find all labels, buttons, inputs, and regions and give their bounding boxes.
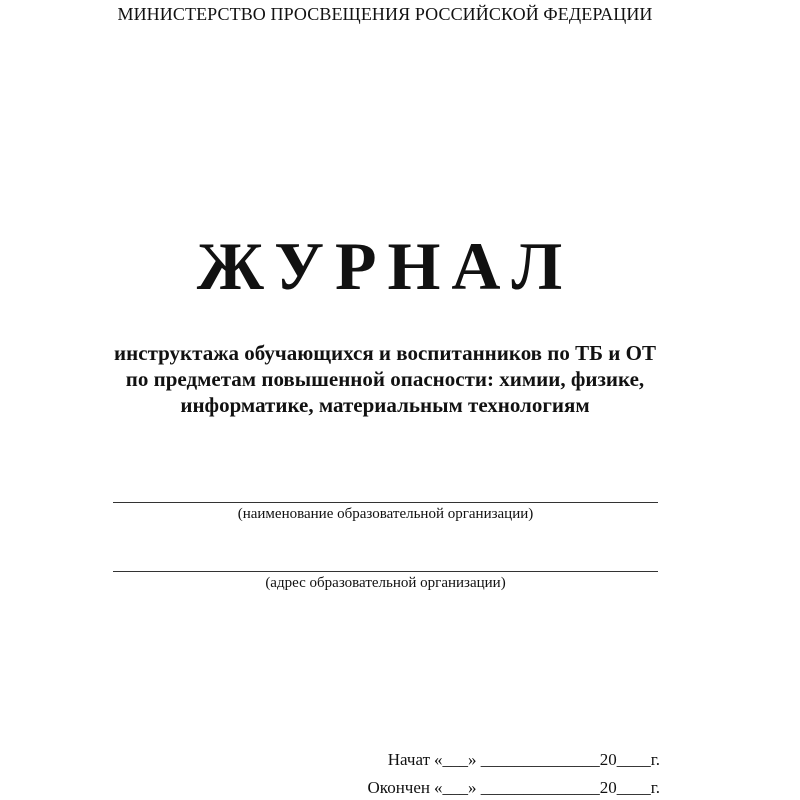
ministry-header: МИНИСТЕРСТВО ПРОСВЕЩЕНИЯ РОССИЙСКОЙ ФЕДЕРАЦИИ [117, 4, 653, 24]
org-address-caption: (адрес образовательной организации) [265, 575, 506, 591]
start-date-label: Начат [387, 750, 430, 769]
subtitle-line-3: информатике, материальным технологиям [180, 393, 590, 417]
subtitle-line-2: по предметам повышенной опасности: химии, физике, [125, 367, 645, 391]
end-date-blank: «___» ______________20____г. [434, 778, 661, 797]
org-name-caption: (наименование образовательной организации) [237, 506, 534, 522]
start-date-row [360, 750, 660, 770]
document-subtitle [0, 340, 770, 418]
org-address-line [113, 571, 658, 572]
end-date-row [360, 778, 660, 798]
org-name-line [113, 502, 658, 503]
subtitle-line-1: инструктажа обучающихся и воспитанников по ТБ и ОТ [114, 341, 656, 365]
end-date-label: Окончен [367, 778, 430, 797]
start-date-blank: «___» ______________20____г. [434, 750, 661, 769]
document-title: ЖУРНАЛ [196, 228, 574, 304]
